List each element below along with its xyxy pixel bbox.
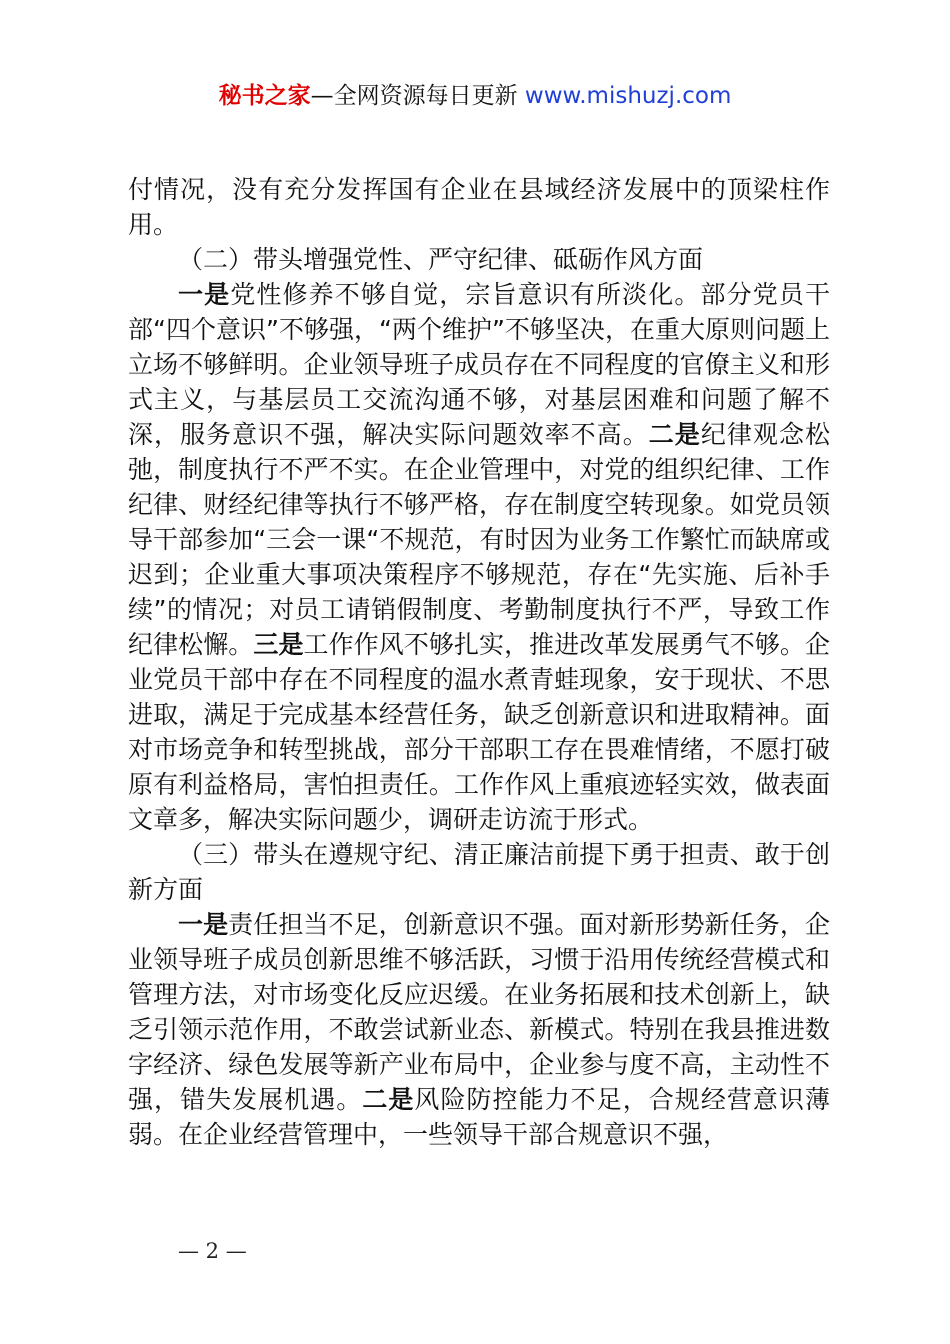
point-lead-1: 一是 bbox=[178, 910, 229, 939]
point-lead-1: 一是 bbox=[178, 280, 231, 309]
point-text-1: 党性修养不够自觉，宗旨意识有所淡化。部分党员干部“四个意识”不够强，“两个维护”不够坚决，在重大原则问题上立场不够鲜明。企业领导班子成员存在不同程度的官僚主义和形式主义，与基层员工交流沟通不够，对基层困难和问题了解不深，服务意识不强，解决实际问题效率不高。 bbox=[128, 280, 830, 449]
section-heading-3: （三）带头在遵规守纪、清正廉洁前提下勇于担责、敢于创新方面 bbox=[128, 840, 830, 904]
page-number: — 2 — bbox=[178, 1239, 247, 1263]
point-lead-3: 三是 bbox=[253, 630, 304, 659]
point-text-2: 纪律观念松弛，制度执行不严不实。在企业管理中，对党的组织纪律、工作纪律、财经纪律等执行不够严格，存在制度空转现象。如党员领导干部参加“三会一课“不规范，有时因为业务工作繁忙而缺席或迟到；企业重大事项决策程序不够规范，存在“先实施、后补手续”的情况；对员工请销假制度、考勤制度执行不严，导致工作纪律松懈。 bbox=[128, 420, 830, 659]
site-tagline: —全网资源每日更新 bbox=[310, 83, 518, 109]
paragraph-section-3 bbox=[128, 907, 830, 1152]
point-text-2: 风险防控能力不足，合规经营意识薄弱。在企业经营管理中，一些领导干部合规意识不强， bbox=[128, 1085, 830, 1149]
point-text-3: 工作作风不够扎实，推进改革发展勇气不够。企业党员干部中存在不同程度的温水煮青蛙现象，安于现状、不思进取，满足于完成基本经营任务，缺乏创新意识和进取精神。面对市场竞争和转型挑战，部分干部职工存在畏难情绪，不愿打破原有利益格局，害怕担责任。工作作风上重痕迹轻实效，做表面文章多，解决实际问题少，调研走访流于形式。 bbox=[128, 630, 830, 834]
section-heading-2: （二）带头增强党性、严守纪律、砥砺作风方面 bbox=[178, 245, 704, 274]
point-lead-2: 二是 bbox=[648, 420, 701, 449]
site-url-link[interactable]: www.mishuzj.com bbox=[524, 83, 732, 109]
document-body bbox=[128, 172, 830, 1152]
point-text-1: 责任担当不足，创新意识不强。面对新形势新任务，企业领导班子成员创新思维不够活跃，习惯于沿用传统经营模式和管理方法，对市场变化反应迟缓。在业务拓展和技术创新上，缺乏引领示范作用，不敢尝试新业态、新模式。特别在我县推进数字经济、绿色发展等新产业布局中，企业参与度不高，主动性不强，错失发展机遇。 bbox=[128, 910, 830, 1114]
point-lead-2: 二是 bbox=[362, 1085, 415, 1114]
paragraph-section-2 bbox=[128, 277, 830, 837]
site-name: 秘书之家 bbox=[218, 83, 311, 109]
paragraph-continuation: 付情况，没有充分发挥国有企业在县域经济发展中的顶梁柱作用。 bbox=[128, 175, 830, 239]
document-header bbox=[0, 78, 950, 114]
